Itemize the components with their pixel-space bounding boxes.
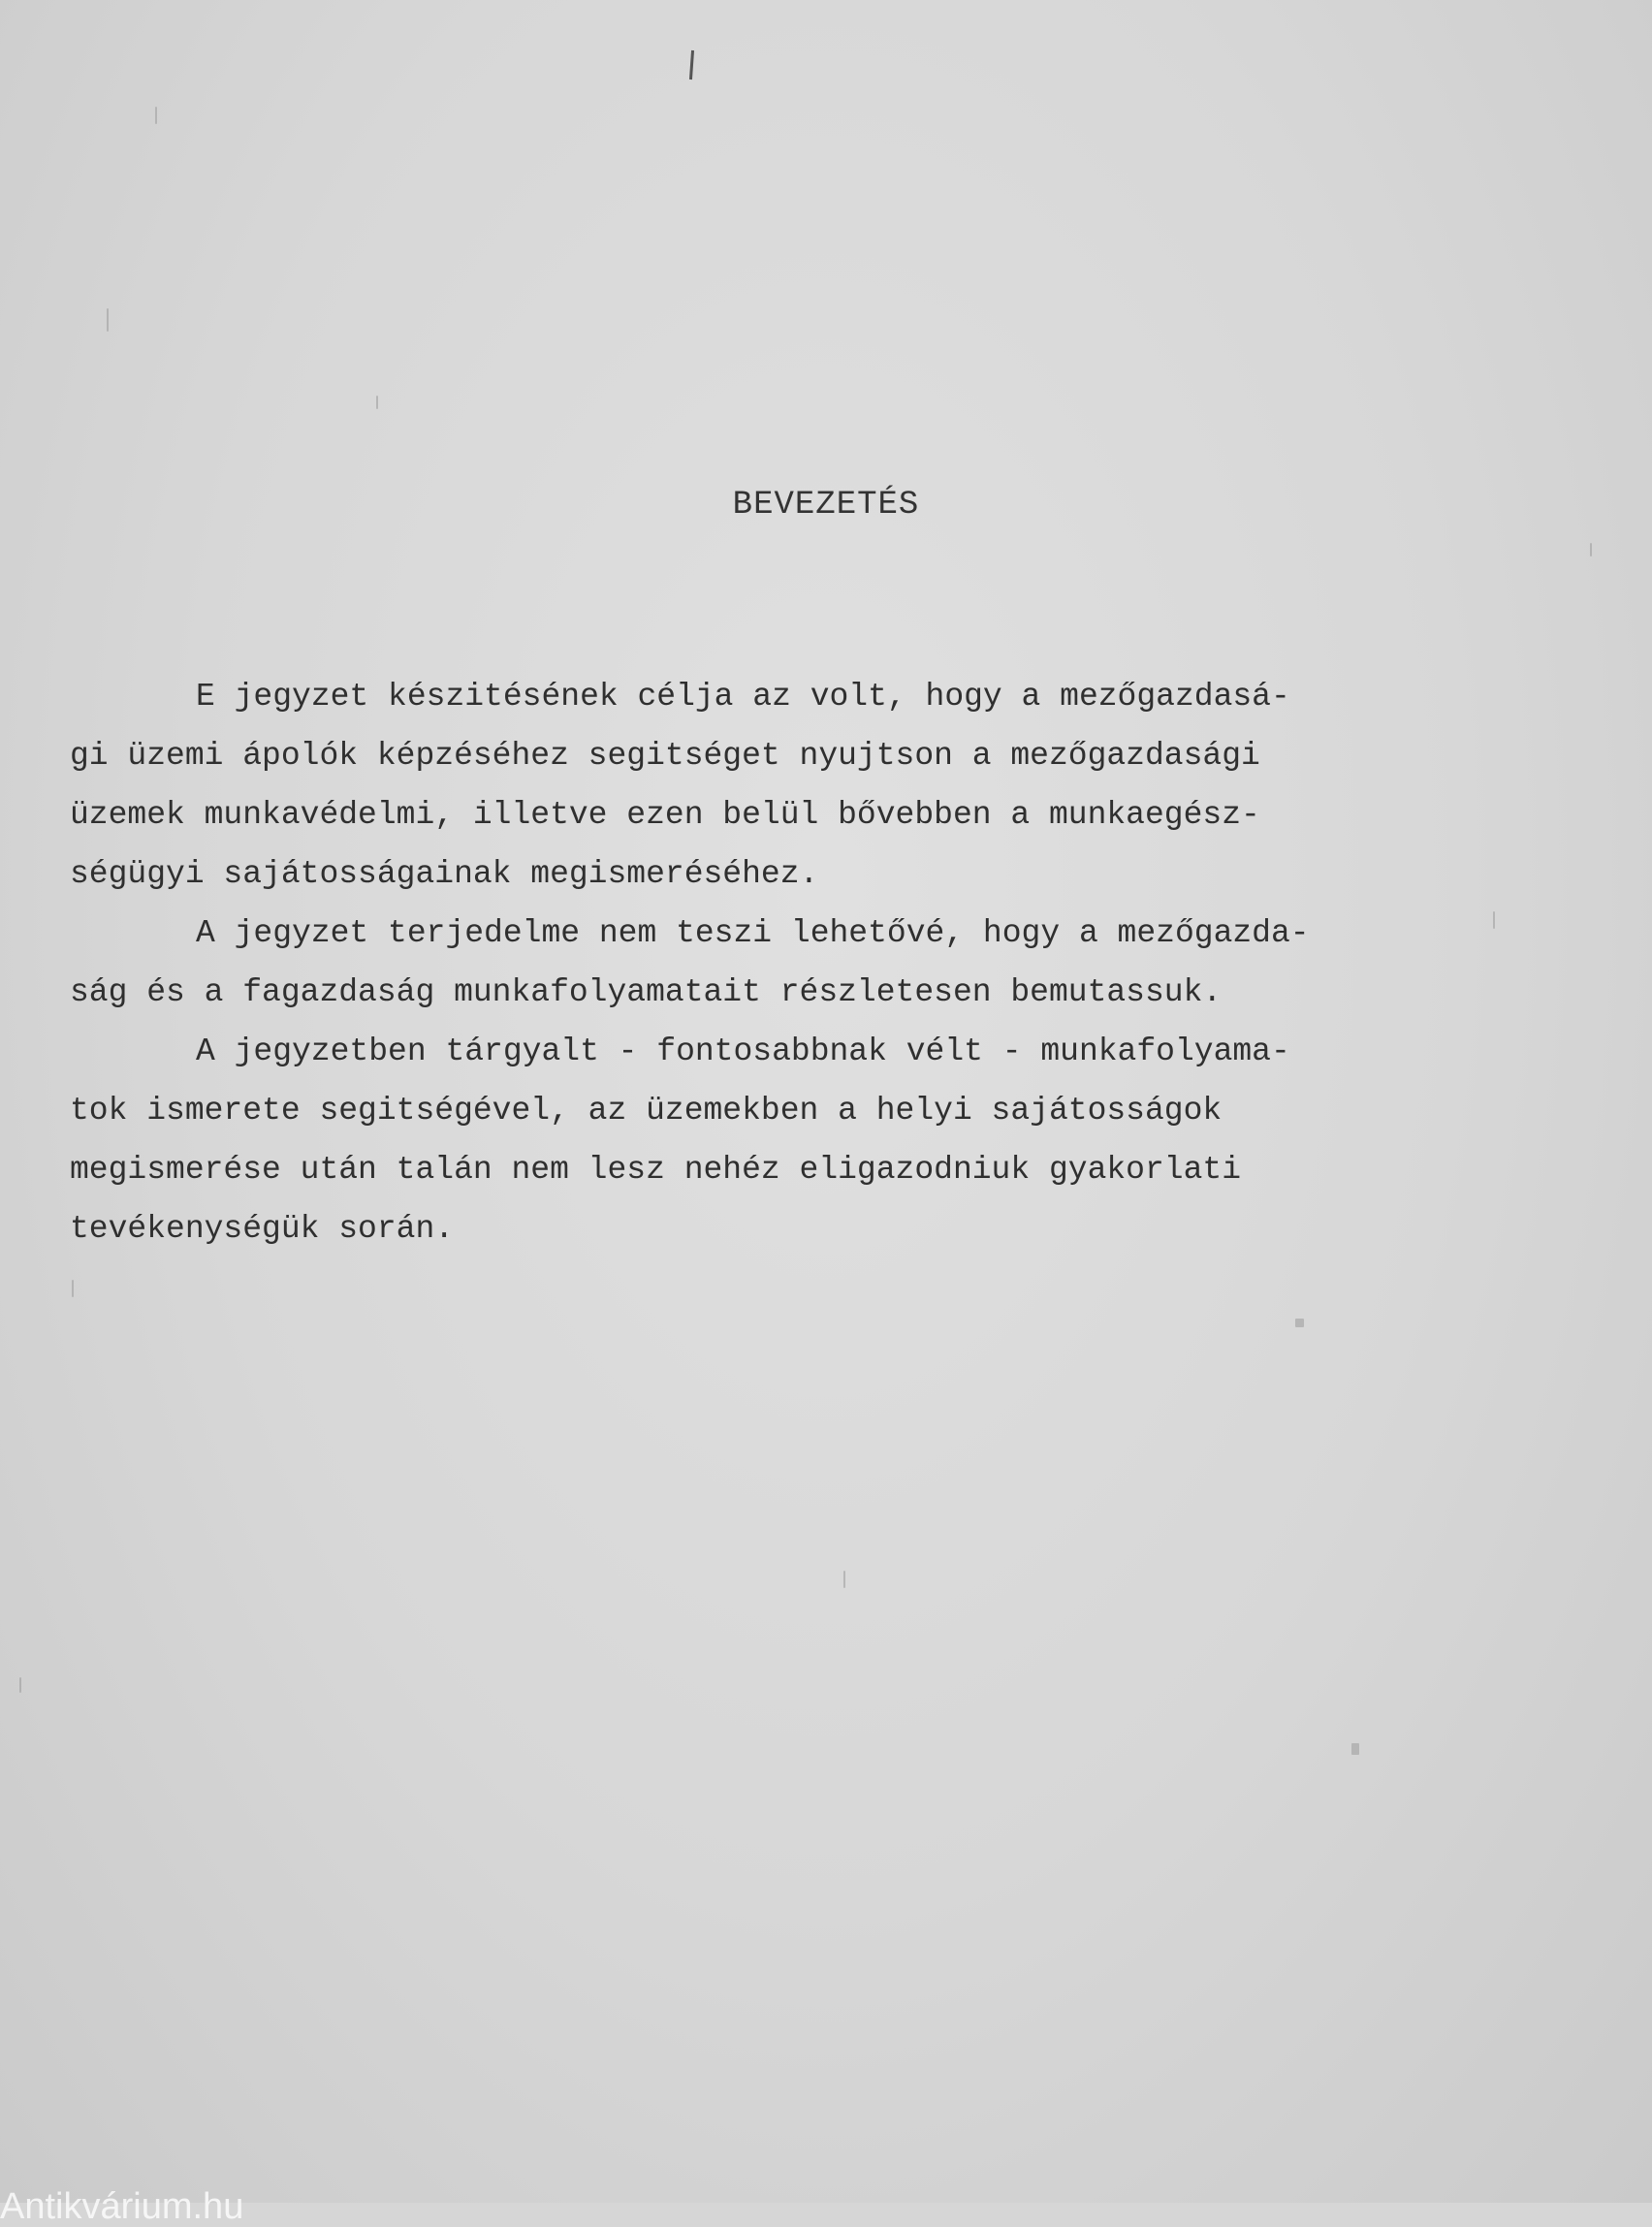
- paper-speck: [843, 1571, 845, 1588]
- text-line: E jegyzet készitésének célja az volt, hogy a mezőgazdasá-: [196, 679, 1290, 715]
- document-title: BEVEZETÉS: [732, 487, 920, 524]
- paper-speck: [1590, 543, 1592, 557]
- paper-speck: [19, 1677, 21, 1693]
- paper-speck: [72, 1280, 74, 1297]
- text-line: ségügyi sajátosságainak megismeréséhez.: [70, 856, 819, 892]
- text-line: tok ismerete segitségével, az üzemekben a helyi sajátosságok: [70, 1093, 1223, 1129]
- paper-speck: [155, 107, 157, 124]
- paper-speck: [1351, 1743, 1359, 1755]
- text-line: üzemek munkavédelmi, illetve ezen belül bővebben a munkaegész-: [70, 797, 1260, 833]
- paragraph-1: [70, 667, 1621, 904]
- text-line: tevékenységük során.: [70, 1211, 455, 1247]
- text-line: A jegyzet terjedelme nem teszi lehetővé, hogy a mezőgazda-: [196, 915, 1310, 951]
- text-line: A jegyzetben tárgyalt - fontosabbnak vélt - munkafolyama-: [196, 1034, 1290, 1069]
- paper-speck: [1295, 1319, 1304, 1327]
- text-line: ság és a fagazdaság munkafolyamatait részletesen bemutassuk.: [70, 974, 1223, 1010]
- paper-speck: [376, 396, 378, 409]
- document-body: [70, 667, 1621, 1258]
- pen-mark: [689, 50, 694, 80]
- paragraph-2: [70, 904, 1621, 1022]
- text-line: gi üzemi ápolók képzéséhez segitséget nyujtson a mezőgazdasági: [70, 738, 1260, 774]
- paragraph-3: [70, 1022, 1621, 1258]
- watermark: Antikvárium.hu: [0, 2186, 244, 2227]
- paper-speck: [107, 308, 109, 332]
- text-line: megismerése után talán nem lesz nehéz eligazodniuk gyakorlati: [70, 1152, 1241, 1188]
